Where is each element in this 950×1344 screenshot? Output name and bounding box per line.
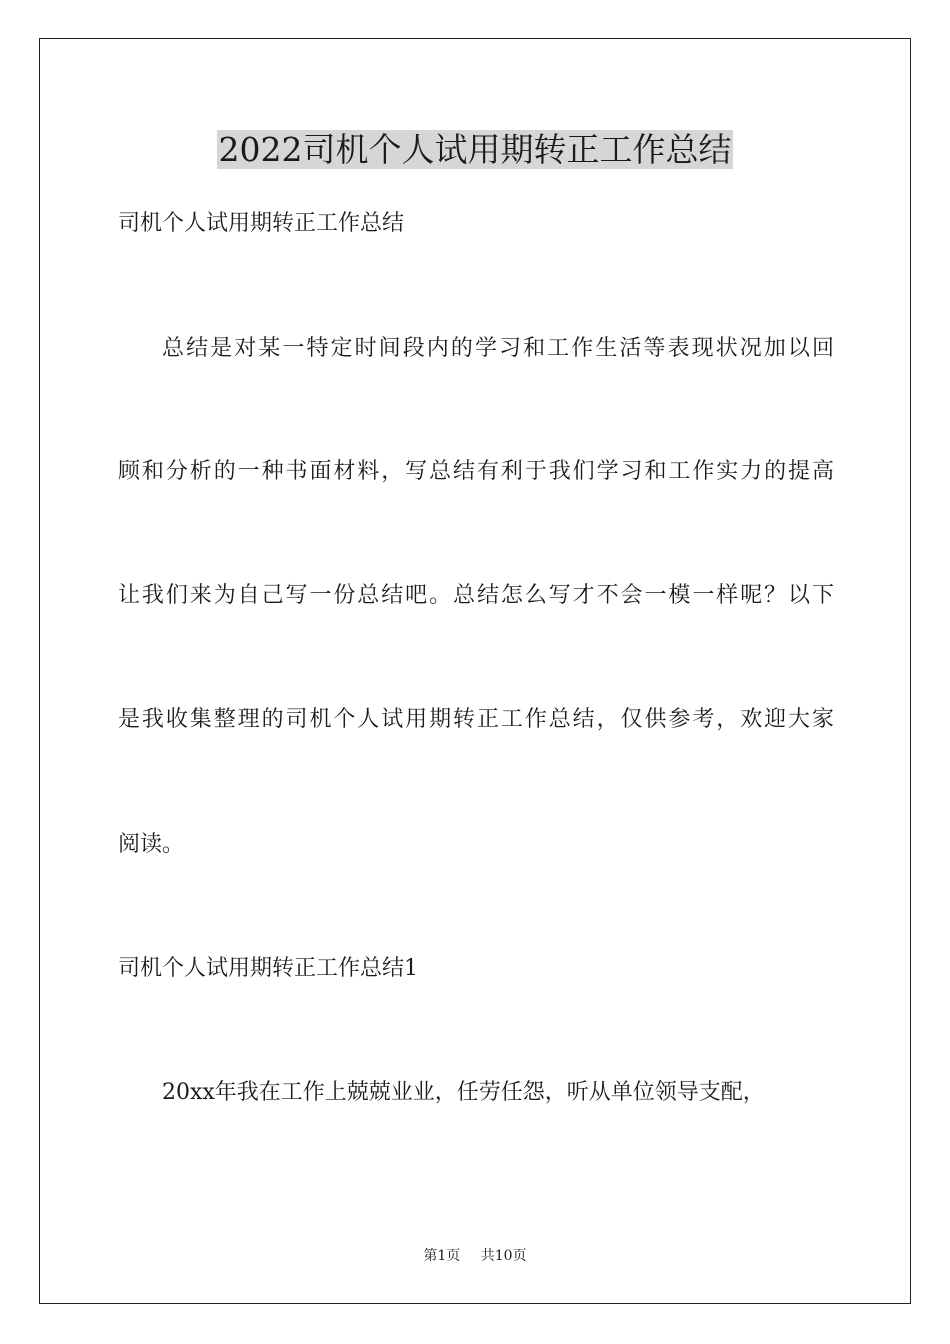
intro-line-2: 顾和分析的一种书面材料，写总结有利于我们学习和工作实力的提高: [118, 459, 834, 484]
intro-line-5: 阅读。: [118, 832, 185, 857]
intro-line-1: 总结是对某一特定时间段内的学习和工作生活等表现状况加以回: [162, 336, 834, 361]
document-subtitle: 司机个人试用期转正工作总结: [118, 211, 405, 236]
intro-line-4: 是我收集整理的司机个人试用期转正工作总结，仅供参考，欢迎大家: [118, 707, 834, 732]
intro-line-3: 让我们来为自己写一份总结吧。总结怎么写才不会一模一样呢？以下: [118, 583, 834, 608]
page-footer: [0, 1246, 950, 1266]
page-number: 第1页: [423, 1248, 461, 1264]
document-title-text: 2022司机个人试用期转正工作总结: [218, 130, 732, 169]
section-heading: 司机个人试用期转正工作总结1: [118, 956, 418, 981]
page-total: 共10页: [480, 1248, 527, 1264]
section-paragraph-line-1: 20xx年我在工作上兢兢业业，任劳任怨，听从单位领导支配，: [162, 1080, 765, 1105]
document-title: [0, 124, 950, 176]
